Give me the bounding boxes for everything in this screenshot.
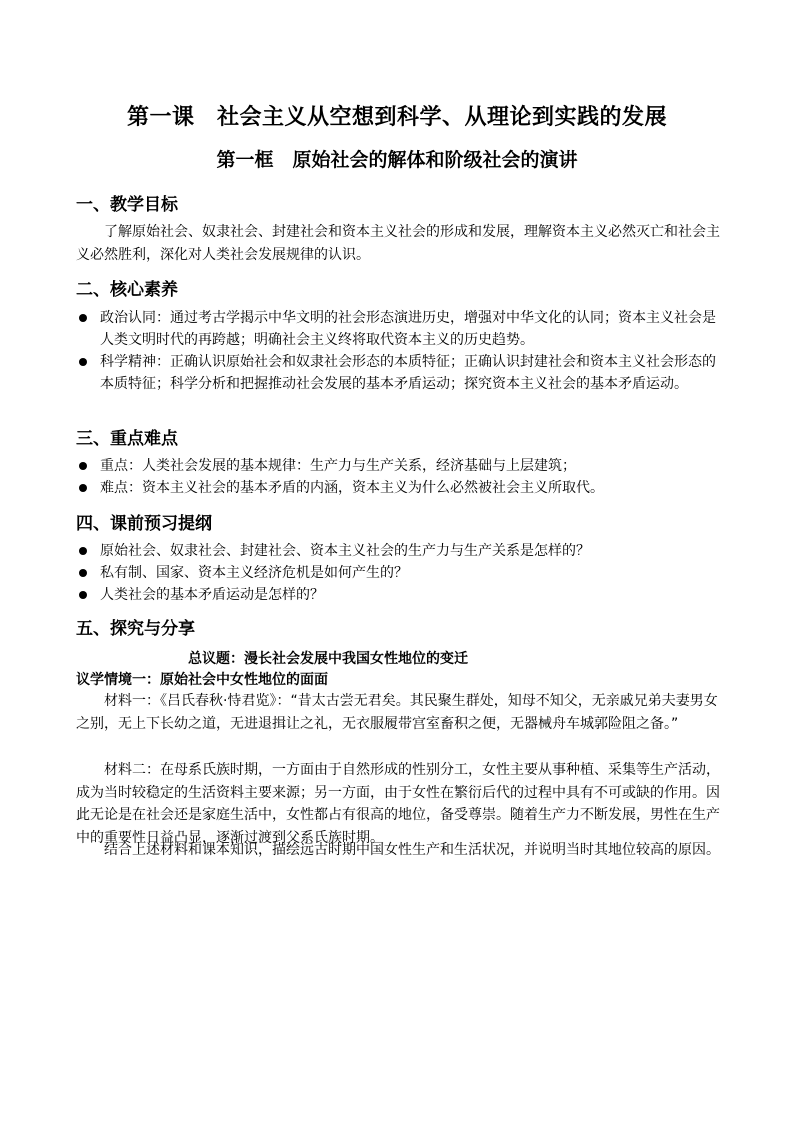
bullet-icon (79, 484, 87, 492)
general-topic: 总议题：漫长社会发展中我国女性地位的变迁 (188, 651, 468, 667)
key-points-list (76, 455, 728, 499)
teaching-goals-text: 了解原始社会、奴隶社会、封建社会和资本主义社会的形成和发展，理解资本主义必然灭亡和社会主义必然胜利，深化对人类社会发展规律的认识。 (76, 224, 720, 263)
list-item: 私有制、国家、资本主义经济危机是如何产生的？ (76, 562, 728, 584)
heading-preview-outline: 四、课前预习提纲 (76, 514, 212, 534)
heading-explore-share: 五、探究与分享 (76, 619, 195, 639)
lesson-title: 第一课 社会主义从空想到科学、从理论到实践的发展 (126, 105, 667, 130)
bullet-icon (79, 591, 87, 599)
list-item: 政治认同：通过考古学揭示中华文明的社会形态演进历史，增强对中华文化的认同；资本主义社会是人类文明时代的再跨越；明确社会主义终将取代资本主义的历史趋势。 (76, 307, 728, 351)
bullet-icon (79, 314, 87, 322)
discussion-situation: 议学情境一：原始社会中女性地位的面面 (76, 672, 328, 688)
section-title: 第一框 原始社会的解体和阶级社会的演讲 (216, 149, 578, 171)
list-item: 原始社会、奴隶社会、封建社会、资本主义社会的生产力与生产关系是怎样的？ (76, 540, 728, 562)
list-item: 科学精神：正确认识原始社会和奴隶社会形态的本质特征；正确认识封建社会和资本主义社会形态的本质特征；科学分析和把握推动社会发展的基本矛盾运动；探究资本主义社会的基本矛盾运动。 (76, 351, 728, 395)
heading-teaching-goals: 一、教学目标 (76, 195, 178, 215)
list-item: 人类社会的基本矛盾运动是怎样的？ (76, 584, 728, 606)
bullet-icon (79, 569, 87, 577)
heading-core-literacy: 二、核心素养 (76, 280, 178, 300)
bullet-icon (79, 358, 87, 366)
material-one: 材料一：《吕氏春秋·恃君览》：“昔太古尝无君矣。其民聚生群处，知母不知父，无亲戚兄弟夫妻男女之别，无上下长幼之道，无进退揖让之礼，无衣服履带宫室畜积之便，无器械舟车城郭险阻之备。” (76, 693, 718, 732)
bullet-icon (79, 547, 87, 555)
heading-key-points: 三、重点难点 (76, 429, 178, 449)
list-item: 重点：人类社会发展的基本规律：生产力与生产关系，经济基础与上层建筑； (76, 455, 728, 477)
question-text: 结合上述材料和课本知识，描绘远古时期中国女性生产和生活状况，并说明当时其地位较高的原因。 (104, 842, 720, 858)
bullet-icon (79, 462, 87, 470)
material-two: 材料二：在母系氏族时期，一方面由于自然形成的性别分工，女性主要从事种植、采集等生产活动，成为当时较稳定的生活资料主要来源；另一方面，由于女性在繁衍后代的过程中具有不可或缺的作用。因此无论是在社会还是家庭生活中，女性都占有很高的地位，备受尊崇。随着生产力不断发展，男性在生产中的重要性日益凸显，逐渐过渡到父系氏族时期。 (76, 762, 720, 846)
core-literacy-list (76, 307, 728, 395)
list-item: 难点：资本主义社会的基本矛盾的内涵，资本主义为什么必然被社会主义所取代。 (76, 477, 728, 499)
preview-outline-list (76, 540, 728, 606)
